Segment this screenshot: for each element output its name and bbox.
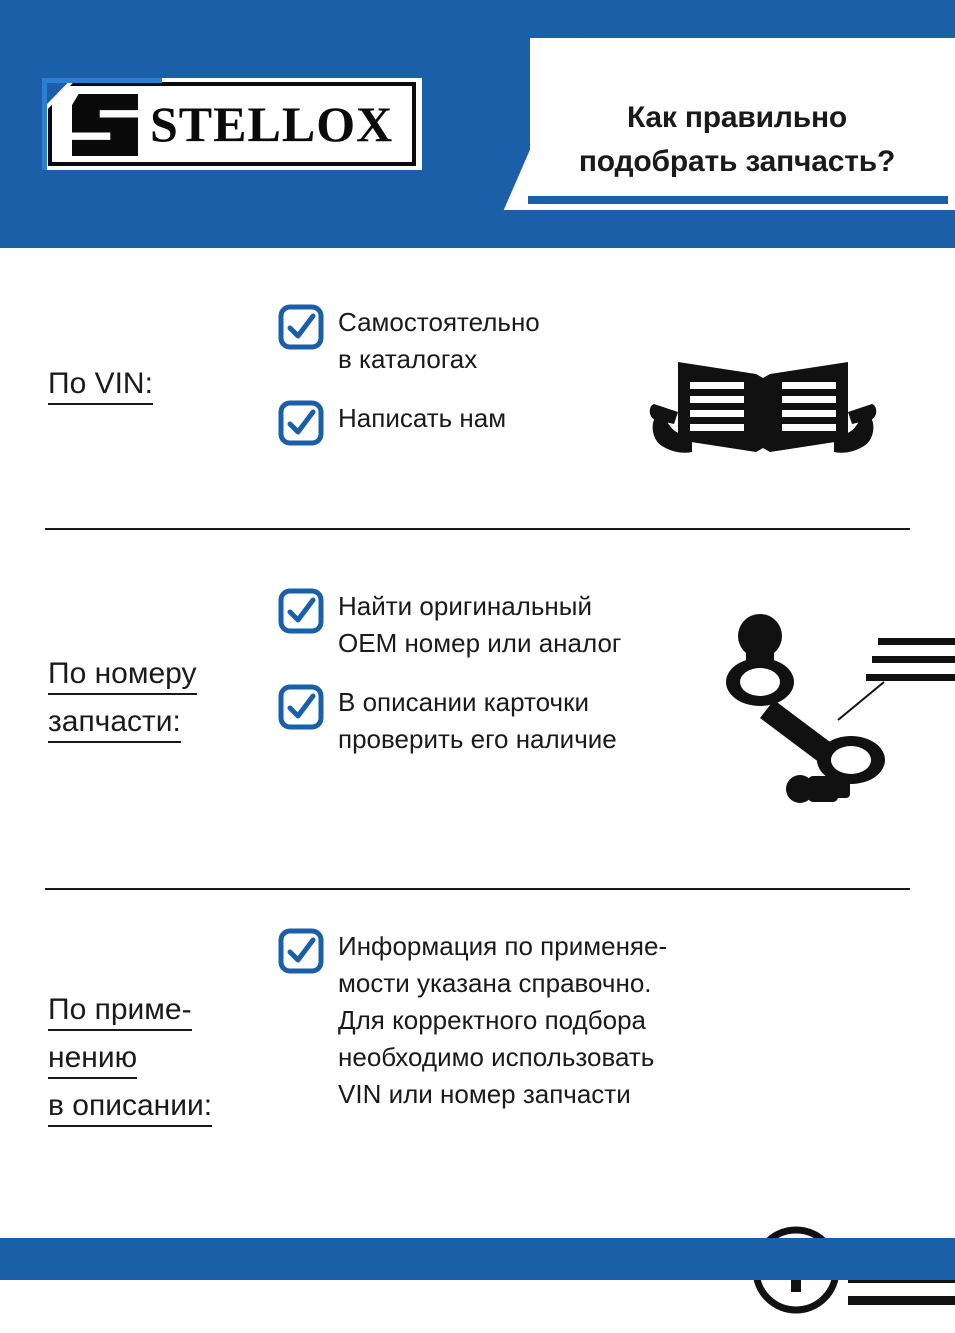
- bullet-text: [338, 588, 621, 662]
- logo-wordmark: STELLOX: [150, 96, 394, 152]
- bullet-line: Информация по применяе-: [338, 931, 668, 961]
- check-mark-icon: [278, 400, 324, 446]
- section-by-vin-label: [48, 304, 278, 408]
- bullet-line: Написать нам: [338, 403, 507, 433]
- bullet-line: VIN или номер запчасти: [338, 1079, 631, 1109]
- section-by-part-number-label: [48, 588, 278, 746]
- open-book-icon: [648, 344, 878, 489]
- section-by-vin: [48, 304, 908, 468]
- page-header: [0, 0, 955, 248]
- bullet-line: мости указана справочно.: [338, 968, 652, 998]
- page-footer: [0, 1238, 955, 1280]
- section-by-application-label-line-1: нению: [48, 1039, 137, 1079]
- check-mark-icon: [278, 588, 324, 634]
- bullet-text: [338, 304, 540, 378]
- bullet-line: Самостоятельно: [338, 307, 540, 337]
- check-mark-icon: [278, 928, 324, 974]
- page-title: [528, 96, 946, 184]
- stellox-logo: [42, 78, 422, 170]
- section-by-vin-label-line-0: По VIN:: [48, 365, 153, 405]
- content-area: [0, 248, 955, 1238]
- bullet-line: необходимо использовать: [338, 1042, 655, 1072]
- page-title-line2: подобрать запчасть?: [578, 145, 896, 178]
- bullet-text: [338, 400, 506, 437]
- bullet-text: [338, 684, 617, 758]
- check-mark-icon: [278, 684, 324, 730]
- check-mark-icon: [278, 304, 324, 350]
- bullet-line: Для корректного подбора: [338, 1005, 646, 1035]
- page-title-underline: [528, 196, 948, 204]
- logo-s-mark: [72, 94, 138, 156]
- section-by-application: [48, 928, 908, 1135]
- bullet-line: OEM номер или аналог: [338, 628, 622, 658]
- section-by-part-number-label-line-1: запчасти:: [48, 703, 181, 743]
- section-divider: [45, 528, 910, 530]
- section-by-application-label-line-2: в описании:: [48, 1087, 212, 1127]
- section-by-application-label-line-0: По приме-: [48, 991, 192, 1031]
- bullet-line: в каталогах: [338, 344, 478, 374]
- bullet-line: В описании карточки: [338, 687, 589, 717]
- section-divider: [45, 888, 910, 890]
- bullet-text: [338, 928, 667, 1113]
- header-bottom-bar: [0, 210, 955, 248]
- section-by-application-bullets: [278, 928, 908, 1135]
- list-item: [278, 928, 908, 1113]
- section-by-part-number: [48, 588, 908, 780]
- page-title-line1: Как правильно: [626, 101, 848, 134]
- section-by-application-label: [48, 928, 278, 1130]
- stabilizer-link-icon: [688, 608, 955, 823]
- section-by-part-number-label-line-0: По номеру: [48, 655, 197, 695]
- bullet-line: проверить его наличие: [338, 724, 617, 754]
- bullet-line: Найти оригинальный: [338, 591, 592, 621]
